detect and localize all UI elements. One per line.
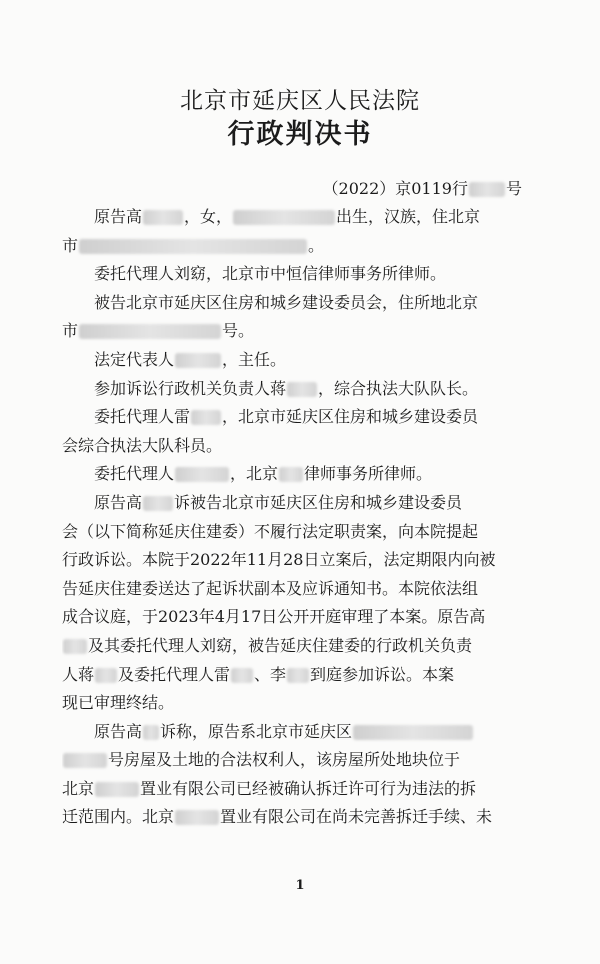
- redacted-block: [175, 810, 219, 825]
- redacted-block: [233, 210, 335, 225]
- case-number-prefix: （2022）京0119行: [322, 179, 468, 198]
- text-segment: ，北京市延庆区住房和城乡建设委员: [222, 407, 479, 427]
- text-line: [62, 632, 542, 661]
- redacted-block: [175, 467, 229, 482]
- text-line: 会（以下简称延庆住建委）不履行法定职责案，向本院提起: [62, 521, 479, 541]
- text-line: 告延庆住建委送达了起诉状副本及应诉通知书。本院依法组: [62, 578, 479, 598]
- text-line: 行政诉讼。本院于2022年11月28日立案后，法定期限内向被: [62, 550, 496, 570]
- text-line: [62, 346, 542, 375]
- text-segment: 置业有限公司在尚未完善拆迁手续、未: [220, 807, 493, 827]
- redacted-block: [287, 382, 317, 397]
- text-line: [62, 203, 542, 232]
- text-line: [62, 375, 542, 404]
- redacted-block: [279, 467, 303, 482]
- text-segment: 原告高: [94, 492, 143, 512]
- redacted-block: [191, 410, 221, 425]
- text-line: 被告北京市延庆区住房和城乡建设委员会，住所地北京: [94, 292, 479, 312]
- court-name: 北京市延庆区人民法院: [180, 88, 420, 114]
- text-line: 会综合执法大队科员。: [62, 435, 223, 455]
- redacted-block: [63, 753, 107, 768]
- redacted-block: [95, 782, 139, 797]
- case-number: [0, 176, 522, 199]
- text-line: [62, 317, 542, 346]
- text-line: [62, 718, 542, 747]
- text-segment: ，主任。: [222, 349, 287, 369]
- redacted-block: [79, 239, 307, 254]
- text-segment: 。: [308, 235, 325, 255]
- text-segment: 诉被告北京市延庆区住房和城乡建设委员: [174, 492, 463, 512]
- text-segment: 人蒋: [62, 664, 95, 684]
- redacted-block: [175, 353, 221, 368]
- redacted-block: [95, 668, 117, 683]
- case-number-suffix: 号: [505, 179, 522, 198]
- text-segment: 市: [62, 235, 79, 255]
- text-segment: 委托代理人: [94, 464, 175, 484]
- text-segment: 迁范围内。北京: [62, 807, 175, 827]
- text-segment: ，女，: [184, 207, 233, 226]
- text-segment: 委托代理人雷: [94, 407, 191, 427]
- text-segment: 市: [62, 321, 79, 341]
- text-segment: 诉称，原告系北京市延庆区: [160, 721, 353, 741]
- text-line: [62, 746, 542, 775]
- text-segment: 号房屋及土地的合法权利人，该房屋所处地块位于: [108, 750, 461, 770]
- text-line: [62, 661, 542, 690]
- text-segment: 北京: [62, 778, 95, 798]
- text-segment: 参加诉讼行政机关负责人蒋: [94, 378, 287, 398]
- text-segment: 原告高: [94, 721, 143, 741]
- redacted-block: [287, 668, 309, 683]
- text-line: [62, 403, 542, 432]
- redacted-block: [143, 725, 159, 740]
- text-segment: 及委托代理人雷: [118, 664, 231, 684]
- text-line: [62, 489, 542, 518]
- text-line: 委托代理人刘窈，北京市中恒信律师事务所律师。: [94, 264, 447, 284]
- text-segment: 律师事务所律师。: [304, 464, 433, 484]
- text-segment: ，北京: [230, 464, 279, 484]
- text-segment: 、李: [254, 664, 287, 684]
- text-segment: 及其委托代理人刘窈，被告延庆住建委的行政机关负责: [88, 635, 473, 655]
- text-segment: 原告高: [94, 207, 143, 226]
- redacted-block: [143, 210, 183, 225]
- document-type-title: 行政判决书: [227, 119, 373, 150]
- text-segment: 到庭参加诉讼。本案: [310, 664, 455, 684]
- text-segment: ，综合执法大队队长。: [318, 378, 479, 398]
- text-line: [62, 775, 542, 804]
- text-segment: 置业有限公司已经被确认拆迁许可行为违法的拆: [140, 778, 477, 798]
- redacted-block: [353, 725, 473, 740]
- page-number: 1: [295, 878, 305, 893]
- redacted-block: [469, 182, 505, 197]
- redacted-block: [79, 324, 221, 339]
- text-segment: 法定代表人: [94, 349, 175, 369]
- text-line: [62, 803, 542, 832]
- judgment-body: [62, 203, 542, 832]
- text-line: [62, 460, 542, 489]
- redacted-block: [231, 668, 253, 683]
- text-line: 成合议庭，于2023年4月17日公开开庭审理了本案。原告高: [62, 607, 486, 627]
- redacted-block: [63, 639, 87, 654]
- text-segment: 号。: [222, 321, 255, 341]
- text-segment: 出生，汉族，住北京: [336, 207, 481, 226]
- text-line: 现已审理终结。: [62, 693, 175, 713]
- redacted-block: [143, 496, 173, 511]
- text-line: [62, 232, 542, 261]
